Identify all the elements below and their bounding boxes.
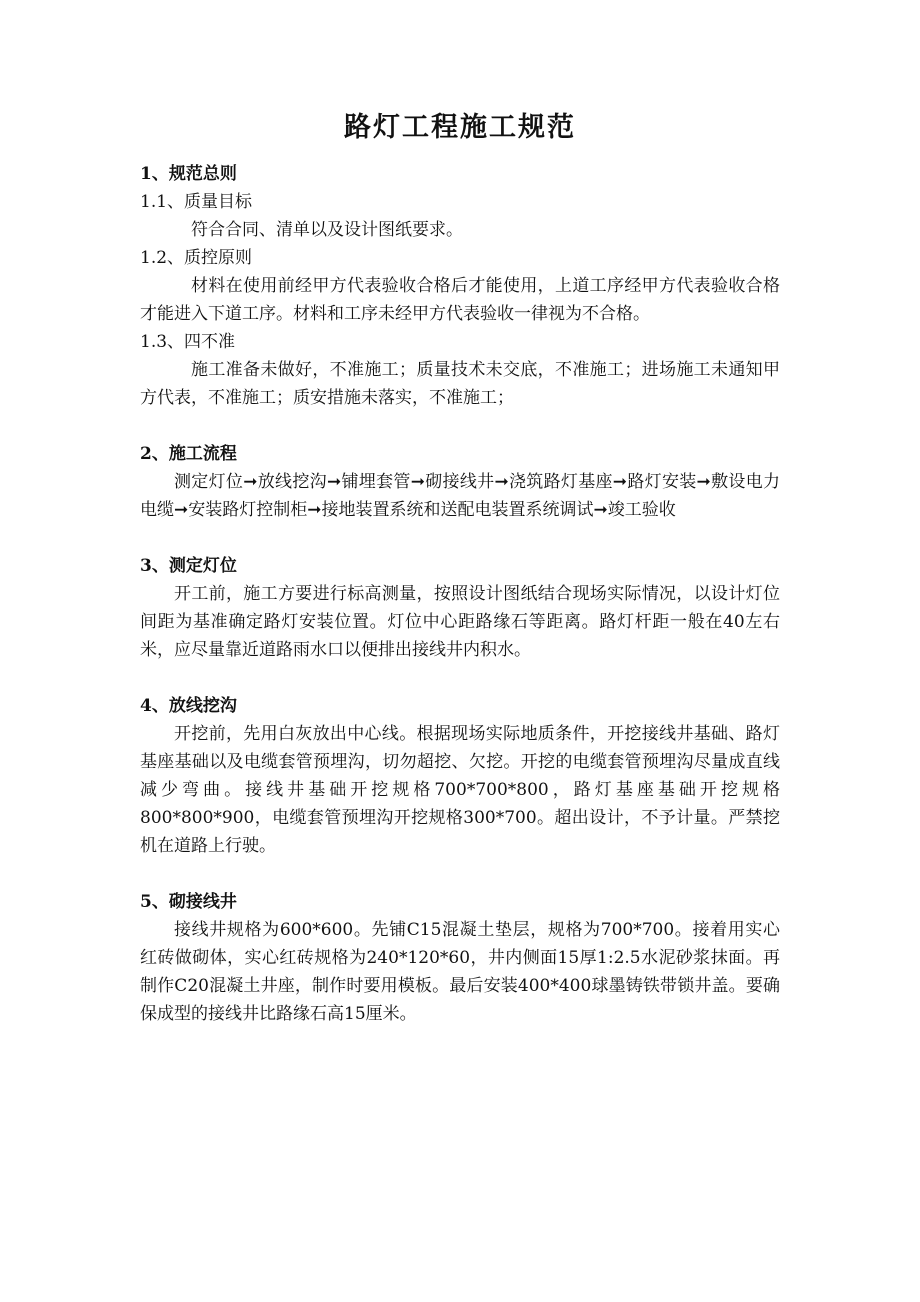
paragraph: 符合合同、清单以及设计图纸要求。 xyxy=(191,220,463,240)
paragraph: 开工前，施工方要进行标高测量，按照设计图纸结合现场实际情况，以设计灯位间距为基准确定路灯安装位置。灯位中心距路缘石等距离。路灯杆距一般在40左右米，应尽量靠近道路雨水口以便排出接线井内积水。 xyxy=(140,584,780,660)
section-junction-well xyxy=(140,888,780,1028)
paragraph: 施工准备未做好，不准施工；质量技术未交底，不准施工；进场施工未通知甲方代表，不准施工；质安措施未落实，不准施工； xyxy=(140,360,780,408)
document-title: 路灯工程施工规范 xyxy=(344,112,576,143)
subsection-heading: 1.2、质控原则 xyxy=(140,248,253,268)
section-heading: 1、规范总则 xyxy=(140,164,237,184)
paragraph: 材料在使用前经甲方代表验收合格后才能使用，上道工序经甲方代表验收合格才能进入下道工序。材料和工序未经甲方代表验收一律视为不合格。 xyxy=(140,276,780,324)
spacer xyxy=(140,860,780,888)
section-heading: 3、测定灯位 xyxy=(140,556,237,576)
paragraph: 接线井规格为600*600。先铺C15混凝土垫层，规格为700*700。接着用实心红砖做砌体，实心红砖规格为240*120*60，井内侧面15厚1:2.5水泥砂浆抹面。再制作C20混凝土井座，制作时要用模板。最后安装400*400球墨铸铁带锁井盖。要确保成型的接线井比路缘石高15厘米。 xyxy=(140,920,780,1024)
document-page xyxy=(140,110,780,1028)
section-general-rules xyxy=(140,160,780,412)
subsection-heading: 1.3、四不准 xyxy=(140,332,236,352)
subsection-heading: 1.1、质量目标 xyxy=(140,192,253,212)
section-heading: 2、施工流程 xyxy=(140,444,237,464)
spacer xyxy=(140,412,780,440)
section-trench-excavation xyxy=(140,692,780,860)
paragraph: 开挖前，先用白灰放出中心线。根据现场实际地质条件，开挖接线井基础、路灯基座基础以及电缆套管预埋沟，切勿超挖、欠挖。开挖的电缆套管预埋沟尽量成直线减少弯曲。接线井基础开挖规格700*700*800，路灯基座基础开挖规格800*800*900，电缆套管预埋沟开挖规格300*700。超出设计，不予计量。严禁挖机在道路上行驶。 xyxy=(140,724,780,856)
spacer xyxy=(140,524,780,552)
section-heading: 5、砌接线井 xyxy=(140,892,237,912)
section-lamp-positioning xyxy=(140,552,780,664)
spacer xyxy=(140,664,780,692)
paragraph: 测定灯位➞放线挖沟➞铺埋套管➞砌接线井➞浇筑路灯基座➞路灯安装➞敷设电力电缆➞安装路灯控制柜➞接地装置系统和送配电装置系统调试➞竣工验收 xyxy=(140,472,780,520)
section-construction-process xyxy=(140,440,780,524)
section-heading: 4、放线挖沟 xyxy=(140,696,237,716)
